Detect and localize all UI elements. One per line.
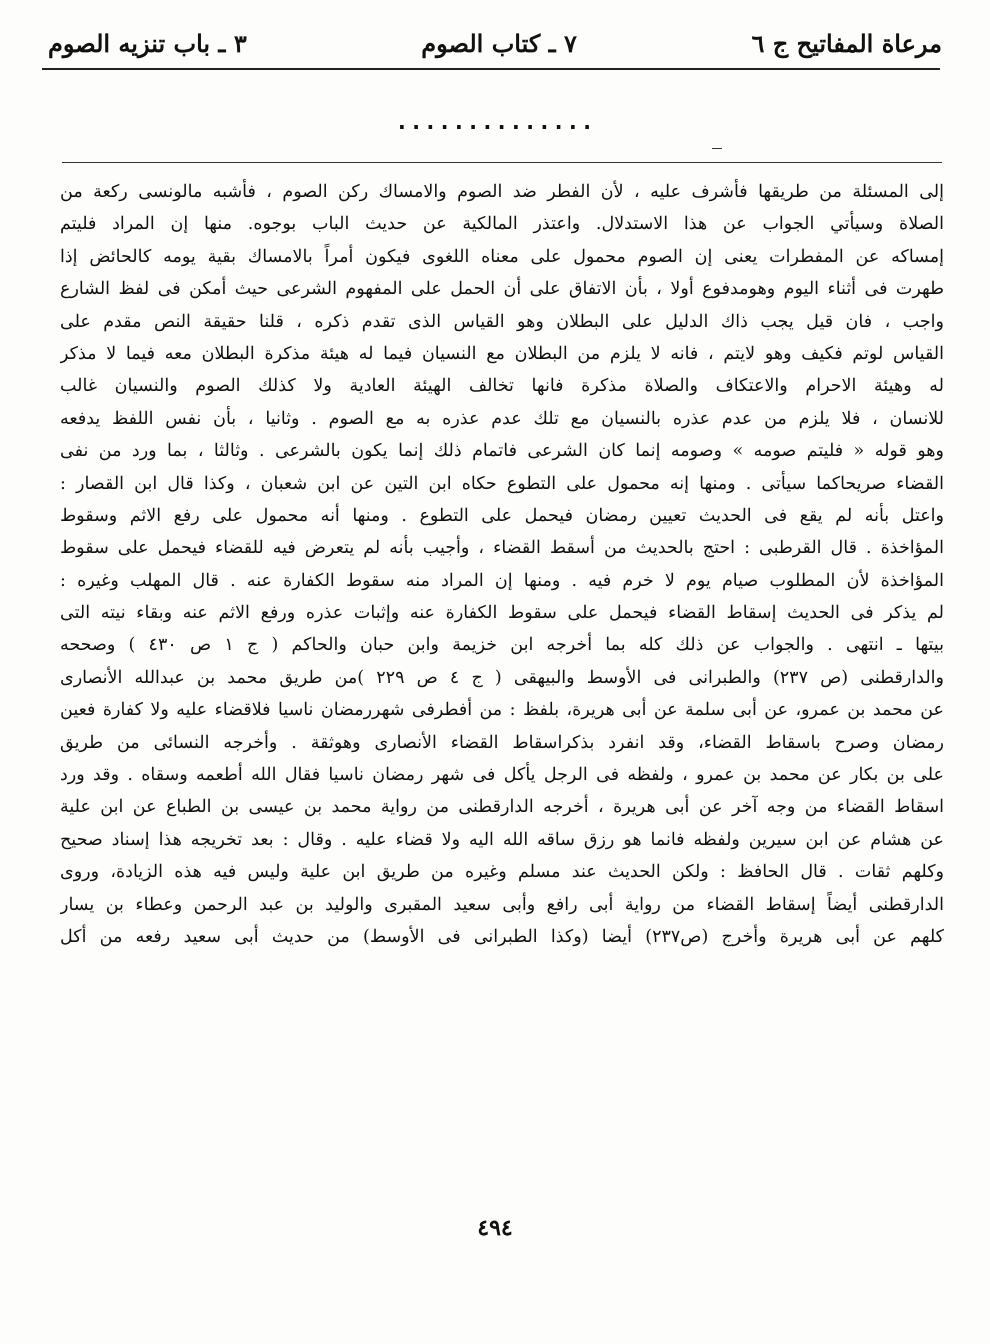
text-line: على بن بكار عن محمد بن عمرو ، ولفظه فى الرجل يأكل فى شهر رمضان ناسيا فقال الله أطعمه وسقاه . وقد ورد <box>60 765 944 786</box>
text-line: واجب ، فان قيل يجب ذاك الدليل على البطلان وهو القياس الذى تقدم ذكره ، قلنا حقيقة النص مقدم على <box>60 311 944 332</box>
text-line: القياس لوتم فكيف وهو لايتم ، فانه لا يلزم من البطلان مع النسيان فيما له هيئة مذكرة البطلان معه فيما لا مذكر <box>60 343 944 364</box>
text-line: وهو قوله « فليتم صومه » وصومه إنما كان الشرعى فاتمام ذلك إنما يكون بالشرعى . وثالثا ، بما ورد من نفى <box>60 441 944 462</box>
text-line: للانسان ، فلا يلزم من عدم عذره بالنسيان مع تلك عدم عذره به مع الصوم . وثانيا ، بأن نفس اللفظ يدفعه <box>60 408 944 429</box>
body-text <box>60 176 944 953</box>
text-line: والدارقطنى (ص ٢٣٧) والطبرانى فى الأوسط والبيهقى ( ج ٤ ص ٢٢٩ )من طريق محمد بن عبدالله الأنصارى <box>60 667 944 688</box>
header-section: ٣ ـ باب تنزيه الصوم <box>48 28 247 58</box>
text-line: اسقاط القضاء من وجه آخر عن أبى هريرة ، أخرجه الدارقطنى من رواية محمد بن عيسى بن الطباع عن ابن علية <box>60 797 944 818</box>
text-line: إلى المسئلة من طريقها فأشرف عليه ، لأن الفطر ضد الصوم والامساك ركن الصوم ، فأشبه مالونسى ركعة من <box>60 182 944 202</box>
text-line: المؤاخذة . قال القرطبى : احتج بالحديث من أسقط القضاء ، وأجيب بأنه لم يتعرض فيه للقضاء فيحمل على سقوط <box>60 538 944 559</box>
page-header <box>48 18 942 68</box>
header-rule <box>42 68 940 70</box>
header-book-title: مرعاة المفاتيح ج ٦ <box>751 28 942 58</box>
text-line: الصلاة وسيأتي الجواب عن هذا الاستدلال. واعتذر المالكية عن حديث الباب بوجوه. منها إن المراد فليتم <box>60 214 944 235</box>
text-line: عن محمد بن عمرو، عن أبى سلمة عن أبى هريرة، بلفظ : من أفطرفى شهررمضان ناسيا فلاقضاء عليه ولا كفارة فعين <box>60 700 944 721</box>
text-line: كلهم عن أبى هريرة وأخرج (ص٢٣٧) أيضا (وكذا الطبرانى فى الأوسط) من حديث أبى سعيد رفعه من أكل <box>60 926 944 947</box>
text-line: واعتل بأنه لم يقع فى الحديث تعيين رمضان فيحمل على التطوع . ومنها أنه محمول على رفع الاثم وسقوط <box>60 505 944 526</box>
text-line: بيتها ـ انتهى . والجواب عن ذلك كله بما أخرجه ابن خزيمة وابن حبان والحاكم ( ج ١ ص ٤٣٠ ) وصححه <box>60 635 944 656</box>
text-line: عن هشام عن ابن سيرين ولفظه فانما هو رزق ساقه الله اليه ولا قضاء عليه . وقال : بعد تخريجه هذا إسناد صحيح <box>60 829 944 850</box>
text-line: لم يذكر فى الحديث إسقاط القضاء فيحمل على سقوط الكفارة عنه وإثبات عذره ورفع الاثم عنه وبقاء نيته التى <box>60 603 944 624</box>
text-line: رمضان وصرح باسقاط القضاء، وقد انفرد بذكراسقاط القضاء الأنصارى وهوثقة . وأخرجه النسائى من طريق <box>60 732 944 753</box>
text-line: طهرت فى أثناء اليوم وهومدفوع أولا ، بأن الاتفاق على أن الحمل على المفهوم الشرعى حيث أمكن فى لفظ الشارع <box>60 279 944 300</box>
text-line: المؤاخذة لأن المطلوب صيام يوم لا خرم فيه . ومنها إن المراد منه سقوط الكفارة عنه . قال المهلب وغيره : <box>60 570 944 591</box>
body-rule <box>62 162 942 163</box>
text-line: الدارقطنى أيضاً إسقاط القضاء من رواية أبى رافع وأبى سعيد المقبرى والوليد بن عبد الرحمن وعطاء بن يسار <box>60 894 944 915</box>
section-ornament: .............. <box>395 110 595 135</box>
text-line: القضاء صريحاكما سيأتى . ومنها إنه محمول على التطوع حكاه ابن التين عن ابن شعبان ، وكذا قال ابن القصار : <box>60 473 944 494</box>
page-number: ٤٩٤ <box>477 1215 513 1241</box>
text-line: له وهيئة الاحرام والاعتكاف والصلاة مذكرة فانها تخالف الهيئة العادية ولا كذلك الصوم والنسيان غالب <box>60 376 944 397</box>
rule-tick <box>712 148 722 149</box>
text-line: وكلهم ثقات . قال الحافظ : ولكن الحديث عند مسلم وغيره من طريق ابن علية وليس فيه هذه الزيادة، وروى <box>60 862 944 883</box>
text-line: إمساكه عن المفطرات يعنى إن الصوم محمول على معناه اللغوى فيكون أمراً بالامساك بقية يومه كالحائض إذا <box>60 246 944 267</box>
header-chapter: ٧ ـ كتاب الصوم <box>421 28 577 58</box>
